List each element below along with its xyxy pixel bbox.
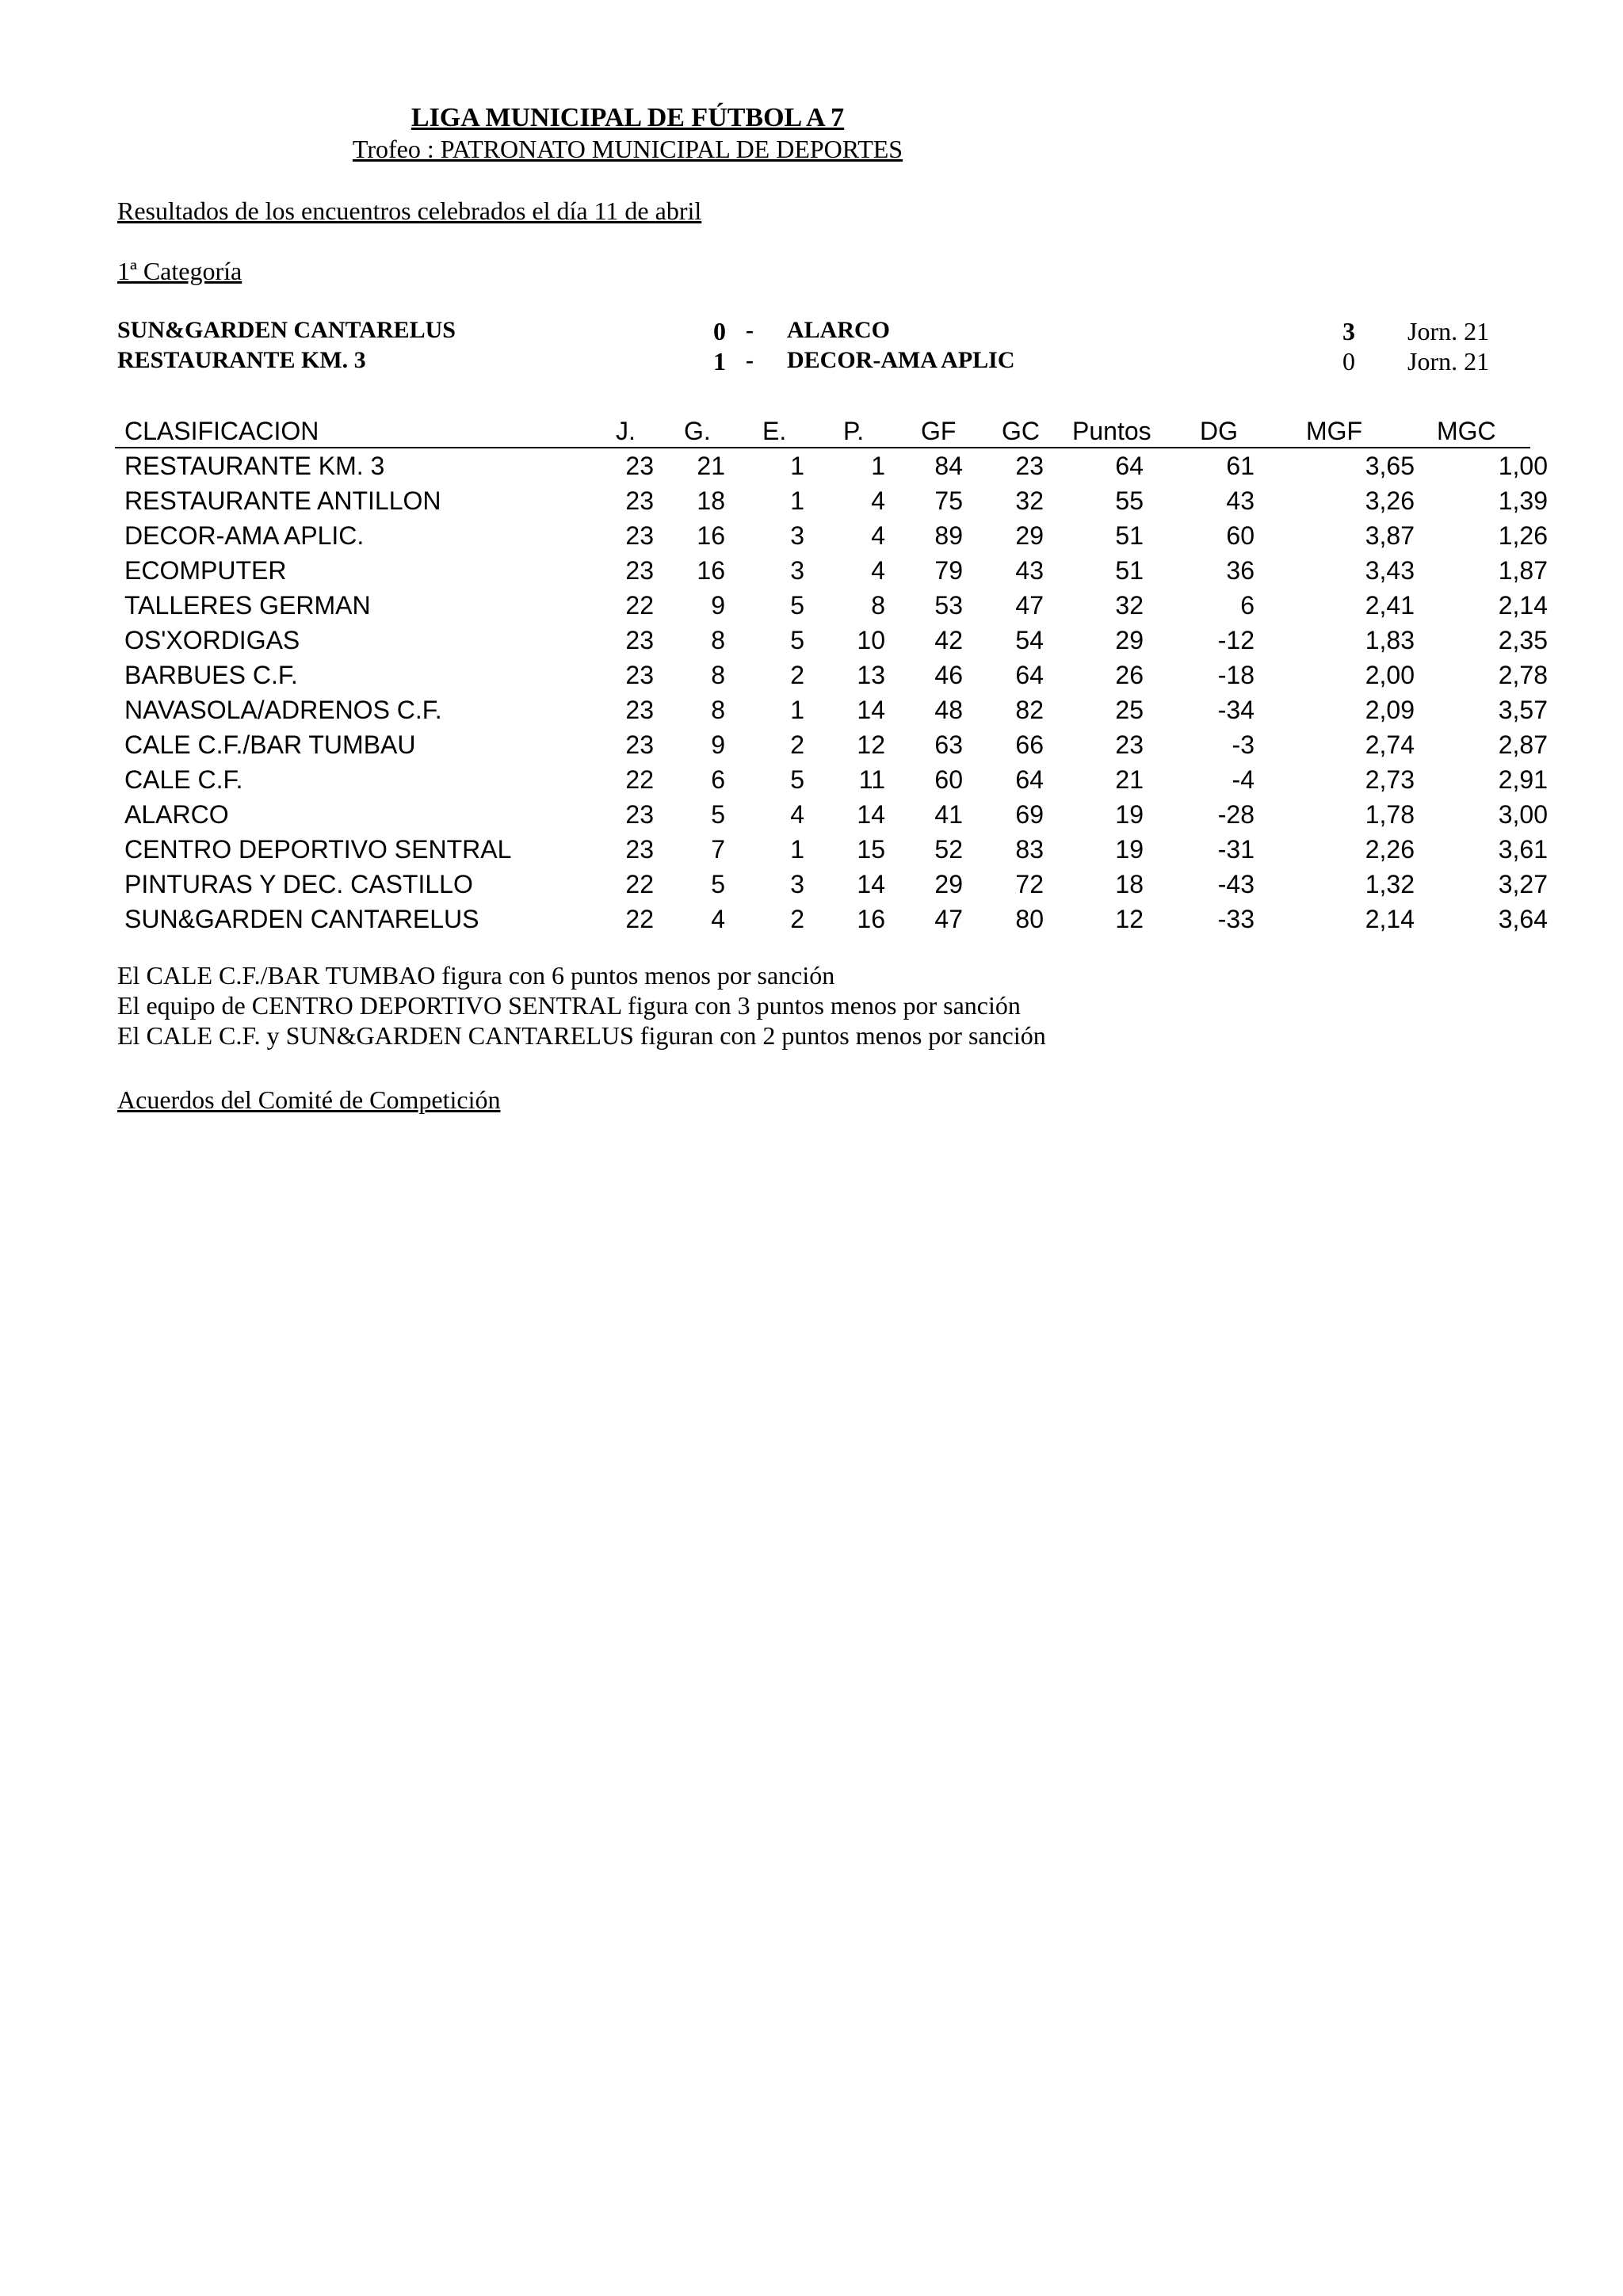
- sanction-note: El CALE C.F. y SUN&GARDEN CANTARELUS figuran con 2 puntos menos por sanción: [117, 1021, 1046, 1050]
- cell-g: 8: [711, 661, 725, 689]
- cell-puntos: 23: [1115, 730, 1144, 759]
- cell-puntos: 25: [1115, 696, 1144, 724]
- standings-header-row: [115, 414, 1530, 448]
- cell-gf: 29: [934, 870, 963, 898]
- cell-gc: 64: [1015, 661, 1044, 689]
- cell-mgc: 1,26: [1498, 521, 1548, 550]
- match-home-team: RESTAURANTE KM. 3: [117, 347, 366, 373]
- cell-e: 1: [790, 452, 804, 480]
- team-name: ECOMPUTER: [124, 556, 287, 585]
- cell-mgf: 3,43: [1365, 556, 1415, 585]
- cell-mgc: 2,14: [1498, 591, 1548, 620]
- cell-g: 5: [711, 870, 725, 898]
- cell-gf: 48: [934, 696, 963, 724]
- table-row: [115, 797, 1548, 832]
- table-row: [115, 692, 1548, 727]
- cell-gf: 63: [934, 730, 963, 759]
- col-header-mgc: MGC: [1437, 417, 1496, 445]
- cell-e: 4: [790, 800, 804, 829]
- cell-puntos: 29: [1115, 626, 1144, 654]
- cell-mgc: 2,87: [1498, 730, 1548, 759]
- cell-p: 16: [857, 905, 885, 933]
- cell-p: 10: [857, 626, 885, 654]
- cell-gf: 60: [934, 765, 963, 794]
- cell-g: 9: [711, 591, 725, 620]
- team-name: SUN&GARDEN CANTARELUS: [124, 905, 479, 933]
- cell-e: 5: [790, 765, 804, 794]
- table-row: [115, 658, 1548, 692]
- cell-puntos: 18: [1115, 870, 1144, 898]
- team-name: DECOR-AMA APLIC.: [124, 521, 365, 550]
- table-row: [115, 867, 1548, 902]
- cell-puntos: 51: [1115, 521, 1144, 550]
- sanction-notes: [117, 960, 1046, 1051]
- table-row: [115, 727, 1548, 762]
- cell-gf: 75: [934, 486, 963, 515]
- cell-e: 1: [790, 696, 804, 724]
- sanction-note: El equipo de CENTRO DEPORTIVO SENTRAL figura con 3 puntos menos por sanción: [117, 991, 1021, 1020]
- table-row: [115, 902, 1548, 936]
- cell-gf: 53: [934, 591, 963, 620]
- cell-mgf: 2,14: [1365, 905, 1415, 933]
- cell-puntos: 64: [1115, 452, 1144, 480]
- cell-j: 23: [625, 730, 654, 759]
- match-home-team: SUN&GARDEN CANTARELUS: [117, 317, 456, 343]
- cell-mgc: 3,27: [1498, 870, 1548, 898]
- match-away-team: DECOR-AMA APLIC: [787, 347, 1015, 373]
- match-separator: -: [746, 317, 754, 343]
- team-name: PINTURAS Y DEC. CASTILLO: [124, 870, 473, 898]
- cell-mgc: 2,35: [1498, 626, 1548, 654]
- cell-dg: 60: [1226, 521, 1254, 550]
- cell-puntos: 19: [1115, 835, 1144, 864]
- cell-dg: -28: [1217, 800, 1254, 829]
- cell-p: 1: [871, 452, 885, 480]
- cell-gf: 46: [934, 661, 963, 689]
- cell-e: 5: [790, 591, 804, 620]
- cell-mgc: 3,64: [1498, 905, 1548, 933]
- cell-j: 23: [625, 452, 654, 480]
- table-row: [115, 832, 1548, 867]
- cell-dg: -18: [1217, 661, 1254, 689]
- cell-j: 23: [625, 521, 654, 550]
- col-header-g: G.: [684, 417, 711, 445]
- cell-mgf: 1,32: [1365, 870, 1415, 898]
- cell-mgc: 3,61: [1498, 835, 1548, 864]
- cell-j: 23: [625, 626, 654, 654]
- cell-puntos: 26: [1115, 661, 1144, 689]
- cell-puntos: 21: [1115, 765, 1144, 794]
- cell-dg: -43: [1217, 870, 1254, 898]
- cell-p: 11: [858, 765, 885, 794]
- results-heading: Resultados de los encuentros celebrados el día 11 de abril: [117, 196, 702, 225]
- cell-j: 23: [625, 800, 654, 829]
- cell-mgf: 2,00: [1365, 661, 1415, 689]
- cell-g: 7: [711, 835, 725, 864]
- cell-g: 16: [697, 521, 725, 550]
- cell-dg: -3: [1232, 730, 1254, 759]
- team-name: OS'XORDIGAS: [124, 626, 300, 654]
- cell-mgf: 3,26: [1365, 486, 1415, 515]
- cell-gc: 72: [1015, 870, 1044, 898]
- cell-g: 8: [711, 696, 725, 724]
- cell-g: 5: [711, 800, 725, 829]
- col-header-mgf: MGF: [1306, 417, 1363, 445]
- cell-mgc: 2,91: [1498, 765, 1548, 794]
- table-row: [115, 623, 1548, 658]
- team-name: CENTRO DEPORTIVO SENTRAL: [124, 835, 512, 864]
- match-jornada: Jorn. 21: [1407, 347, 1490, 376]
- col-header-j: J.: [616, 417, 636, 445]
- cell-j: 23: [625, 696, 654, 724]
- cell-e: 2: [790, 661, 804, 689]
- cell-gc: 82: [1015, 696, 1044, 724]
- cell-dg: -4: [1232, 765, 1254, 794]
- cell-p: 12: [857, 730, 885, 759]
- cell-mgf: 3,65: [1365, 452, 1415, 480]
- cell-e: 3: [790, 556, 804, 585]
- table-row: [115, 553, 1548, 588]
- document-title: LIGA MUNICIPAL DE FÚTBOL A 7: [411, 103, 845, 132]
- cell-dg: 6: [1240, 591, 1254, 620]
- cell-gc: 66: [1015, 730, 1044, 759]
- team-name: CALE C.F./BAR TUMBAU: [124, 730, 416, 759]
- cell-p: 4: [871, 521, 885, 550]
- cell-gc: 32: [1015, 486, 1044, 515]
- cell-gc: 80: [1015, 905, 1044, 933]
- match-jornada: Jorn. 21: [1407, 317, 1490, 345]
- match-away-score: 3: [1342, 317, 1355, 345]
- cell-j: 23: [625, 556, 654, 585]
- table-row: [115, 518, 1548, 553]
- cell-mgc: 1,00: [1498, 452, 1548, 480]
- cell-dg: -33: [1217, 905, 1254, 933]
- cell-dg: 43: [1226, 486, 1254, 515]
- team-name: BARBUES C.F.: [124, 661, 298, 689]
- cell-p: 8: [871, 591, 885, 620]
- sanction-note: El CALE C.F./BAR TUMBAO figura con 6 puntos menos por sanción: [117, 961, 835, 990]
- cell-gf: 42: [934, 626, 963, 654]
- cell-g: 6: [711, 765, 725, 794]
- cell-e: 3: [790, 870, 804, 898]
- cell-gc: 47: [1015, 591, 1044, 620]
- cell-mgc: 2,78: [1498, 661, 1548, 689]
- category-label: 1ª Categoría: [117, 257, 242, 285]
- cell-mgf: 2,09: [1365, 696, 1415, 724]
- match-away-score: 0: [1342, 347, 1355, 376]
- cell-mgf: 1,78: [1365, 800, 1415, 829]
- cell-mgf: 2,73: [1365, 765, 1415, 794]
- cell-gc: 23: [1015, 452, 1044, 480]
- cell-mgf: 2,41: [1365, 591, 1415, 620]
- col-header-gf: GF: [921, 417, 957, 445]
- cell-dg: 36: [1226, 556, 1254, 585]
- col-header-dg: DG: [1200, 417, 1238, 445]
- cell-gc: 69: [1015, 800, 1044, 829]
- cell-mgc: 3,00: [1498, 800, 1548, 829]
- committee-heading: Acuerdos del Comité de Competición: [117, 1085, 501, 1114]
- cell-j: 22: [625, 591, 654, 620]
- cell-gf: 89: [934, 521, 963, 550]
- cell-e: 1: [790, 486, 804, 515]
- cell-p: 4: [871, 556, 885, 585]
- cell-puntos: 51: [1115, 556, 1144, 585]
- cell-j: 23: [625, 486, 654, 515]
- team-name: RESTAURANTE KM. 3: [124, 452, 385, 480]
- table-row: [115, 448, 1548, 483]
- cell-j: 22: [625, 765, 654, 794]
- cell-gc: 43: [1015, 556, 1044, 585]
- table-row: [115, 588, 1548, 623]
- match-separator: -: [746, 347, 754, 373]
- cell-p: 14: [857, 696, 885, 724]
- col-header-e: E.: [762, 417, 787, 445]
- cell-j: 22: [625, 905, 654, 933]
- cell-gc: 64: [1015, 765, 1044, 794]
- cell-g: 8: [711, 626, 725, 654]
- match-home-score: 1: [713, 347, 726, 376]
- cell-gf: 84: [934, 452, 963, 480]
- match-away-team: ALARCO: [787, 317, 891, 343]
- cell-e: 1: [790, 835, 804, 864]
- cell-dg: -31: [1217, 835, 1254, 864]
- document-subtitle: Trofeo : PATRONATO MUNICIPAL DE DEPORTES: [352, 135, 903, 163]
- match-home-score: 0: [713, 317, 726, 345]
- cell-gf: 41: [934, 800, 963, 829]
- table-row: [115, 762, 1548, 797]
- col-header-gc: GC: [1002, 417, 1040, 445]
- cell-p: 14: [857, 800, 885, 829]
- standings-table: [115, 414, 1548, 936]
- cell-gf: 79: [934, 556, 963, 585]
- team-name: RESTAURANTE ANTILLON: [124, 486, 441, 515]
- cell-gc: 83: [1015, 835, 1044, 864]
- team-name: ALARCO: [124, 800, 229, 829]
- cell-g: 16: [697, 556, 725, 585]
- cell-mgc: 1,39: [1498, 486, 1548, 515]
- cell-gf: 52: [934, 835, 963, 864]
- cell-puntos: 55: [1115, 486, 1144, 515]
- cell-mgf: 2,74: [1365, 730, 1415, 759]
- col-header-clasificacion: CLASIFICACION: [124, 417, 319, 445]
- cell-p: 13: [857, 661, 885, 689]
- cell-e: 5: [790, 626, 804, 654]
- cell-mgf: 1,83: [1365, 626, 1415, 654]
- col-header-puntos: Puntos: [1072, 417, 1151, 445]
- cell-mgf: 3,87: [1365, 521, 1415, 550]
- cell-gf: 47: [934, 905, 963, 933]
- cell-j: 23: [625, 661, 654, 689]
- cell-e: 2: [790, 905, 804, 933]
- cell-g: 21: [697, 452, 725, 480]
- cell-e: 2: [790, 730, 804, 759]
- cell-puntos: 32: [1115, 591, 1144, 620]
- cell-mgc: 1,87: [1498, 556, 1548, 585]
- team-name: CALE C.F.: [124, 765, 243, 794]
- cell-mgc: 3,57: [1498, 696, 1548, 724]
- cell-gc: 54: [1015, 626, 1044, 654]
- cell-g: 4: [711, 905, 725, 933]
- cell-puntos: 19: [1115, 800, 1144, 829]
- team-name: TALLERES GERMAN: [124, 591, 371, 620]
- cell-dg: -34: [1217, 696, 1254, 724]
- table-row: [115, 483, 1548, 518]
- cell-g: 18: [697, 486, 725, 515]
- cell-g: 9: [711, 730, 725, 759]
- cell-gc: 29: [1015, 521, 1044, 550]
- col-header-p: P.: [843, 417, 865, 445]
- cell-p: 14: [857, 870, 885, 898]
- cell-e: 3: [790, 521, 804, 550]
- cell-dg: 61: [1226, 452, 1254, 480]
- cell-puntos: 12: [1115, 905, 1144, 933]
- match-row: [117, 347, 1544, 379]
- cell-mgf: 2,26: [1365, 835, 1415, 864]
- cell-j: 23: [625, 835, 654, 864]
- cell-p: 15: [857, 835, 885, 864]
- team-name: NAVASOLA/ADRENOS C.F.: [124, 696, 442, 724]
- cell-dg: -12: [1217, 626, 1254, 654]
- match-row: [117, 317, 1544, 349]
- cell-p: 4: [871, 486, 885, 515]
- cell-j: 22: [625, 870, 654, 898]
